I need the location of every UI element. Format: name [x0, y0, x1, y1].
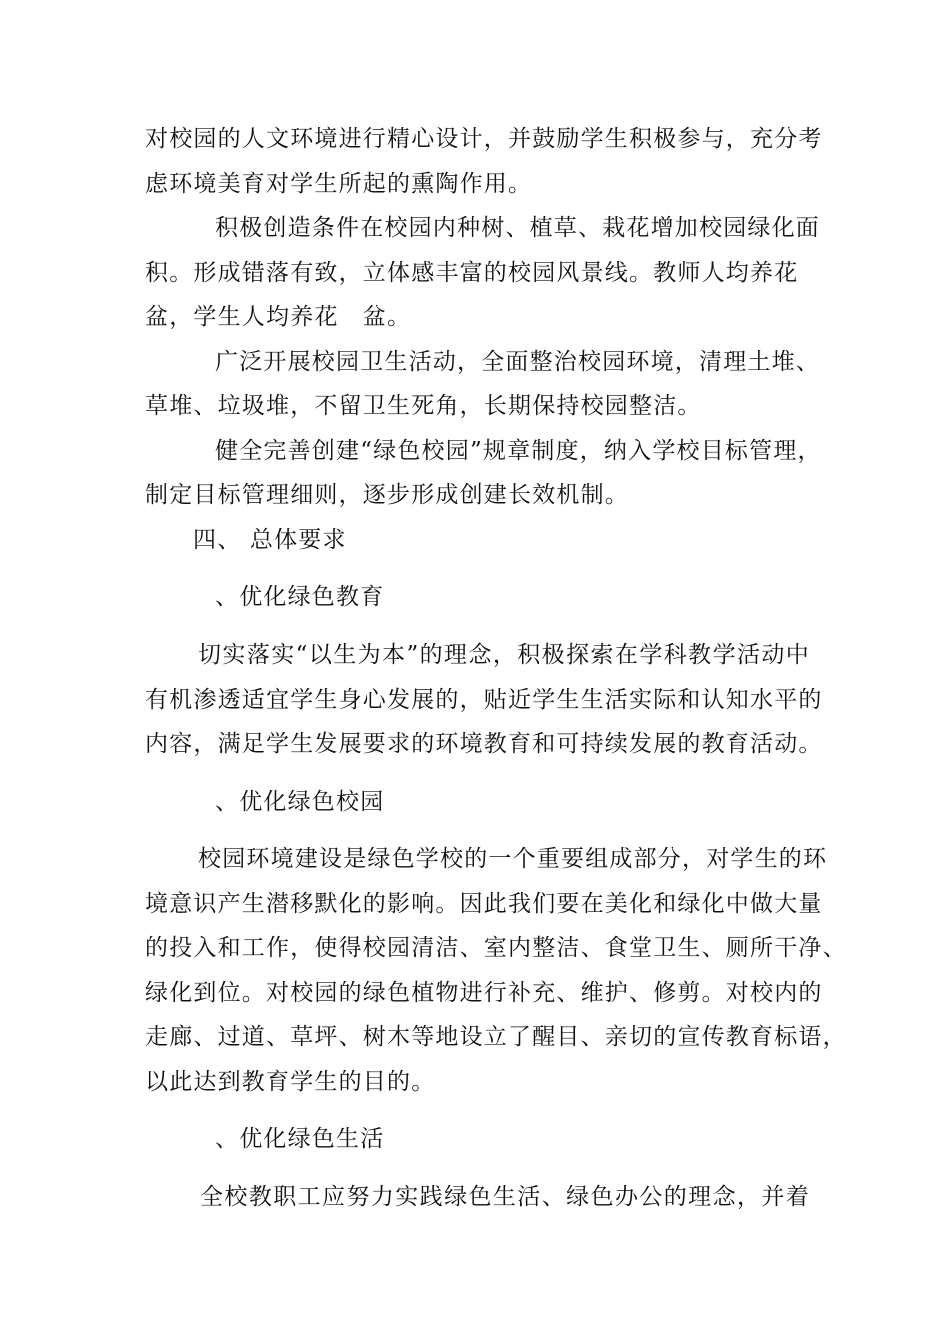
text-line-12: 切实落实“以生为本”的理念，积极探索在学科教学活动中	[198, 642, 810, 668]
text-line-6: 广泛开展校园卫生活动，全面整治校园环境，清理土堆、	[215, 349, 820, 375]
text-line-13: 有机渗透适宜学生身心发展的，贴近学生生活实际和认知水平的	[145, 687, 823, 713]
text-line-3: 积极创造条件在校园内种树、植草、栽花增加校园绿化面	[215, 215, 820, 241]
text-line-2: 虑环境美育对学生所起的熏陶作用。	[145, 171, 533, 197]
text-line-9: 制定目标管理细则，逐步形成创建长效机制。	[145, 482, 629, 508]
text-line-20: 走廊、过道、草坪、树木等地设立了醒目、亲切的宣传教育标语，	[145, 1024, 847, 1050]
text-line-14: 内容，满足学生发展要求的环境教育和可持续发展的教育活动。	[145, 731, 823, 757]
text-line-23: 全校教职工应努力实践绿色生活、绿色办公的理念，并着	[200, 1184, 810, 1210]
section-heading: 四、 总体要求	[193, 527, 347, 553]
subheading-green-education: 、优化绿色教育	[215, 584, 385, 610]
subheading-green-campus: 、优化绿色校园	[215, 789, 385, 815]
text-line-18: 的投入和工作，使得校园清洁、室内整洁、食堂卫生、厕所干净、	[145, 935, 847, 961]
text-line-16: 校园环境建设是绿色学校的一个重要组成部分，对学生的环	[198, 846, 828, 872]
text-line-8: 健全完善创建“绿色校园”规章制度，纳入学校目标管理，	[215, 438, 822, 464]
subheading-green-life: 、优化绿色生活	[215, 1126, 385, 1152]
text-line-21: 以此达到教育学生的目的。	[145, 1069, 436, 1095]
text-line-1: 对校园的人文环境进行精心设计，并鼓励学生积极参与，充分考	[145, 126, 823, 152]
text-line-4: 积。形成错落有致，立体感丰富的校园风景线。教师人均养花	[145, 260, 799, 286]
text-line-7: 草堆、垃圾堆，不留卫生死角，长期保持校园整洁。	[145, 393, 702, 419]
text-line-17: 境意识产生潜移默化的影响。因此我们要在美化和绿化中做大量	[145, 891, 823, 917]
text-line-19: 绿化到位。对校园的绿色植物进行补充、维护、修剪。对校内的	[145, 980, 823, 1006]
text-line-5: 盆，学生人均养花 盆。	[145, 304, 412, 330]
